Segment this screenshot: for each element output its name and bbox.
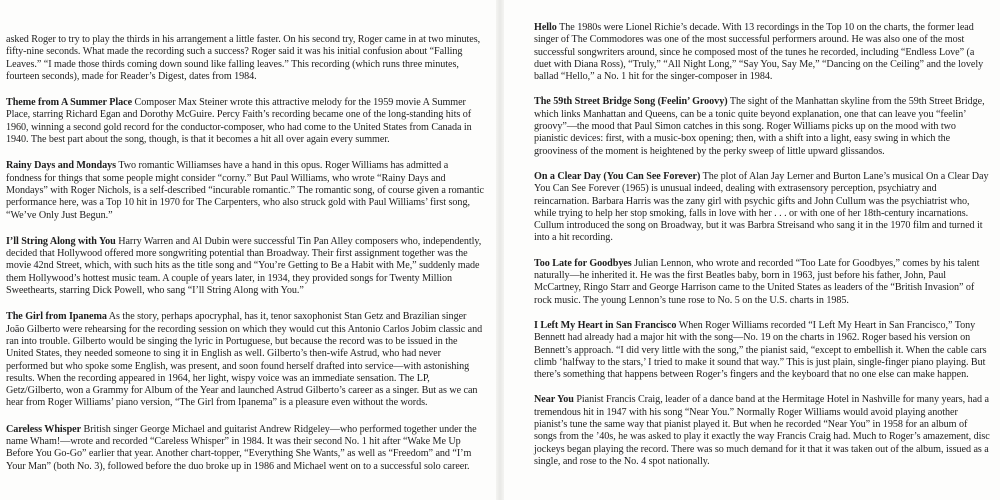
entry-heading: Too Late for Goodbyes [534, 257, 632, 269]
entry-string-along [6, 236, 484, 297]
right-page [504, 0, 1000, 500]
entry-body: Harry Warren and Al Dubin were successful Tin Pan Alley composers who, independently, decided that Hollywood offered more songwriting potential than Broadway. Their first assignment together was the movie 42nd Street, which, with such hits as the title song and “You’re Getting to Be a Habit with Me,” suddenly made them Hollywood’s hottest music team. A couple of years later, in 1934, they provided songs for Twenty Million Sweethearts, starring Dick Powell, who sang “I’ll String Along with You.” [6, 235, 482, 297]
entry-59th-street-bridge [534, 96, 990, 157]
entry-body: Composer Max Steiner wrote this attractive melody for the 1959 movie A Summer Place, starring Richard Egan and Dorothy McGuire. Percy Faith’s recording became one of the long-standing hits of 1960, winning a second gold record for the conductor-composer, who had come to the United States from Canada in 1940. The best part about the song, though, is that it becomes a hit all over again every summer. [6, 97, 472, 146]
entry-hello [534, 22, 990, 83]
entry-body: Two romantic Williamses have a hand in this opus. Roger Williams has admitted a fondness for things that some people might consider “corny.” But Paul Williams, who wrote “Rainy Days and Mondays” with Roger Nichols, is a self-described “incurable romantic.” The romantic song, of course given a romantic performance here, was a Top 10 hit in 1970 for The Carpenters, who also struck gold with Paul Williams’ first song, “We’ve Only Just Begun.” [6, 160, 484, 221]
entry-body: The sight of the Manhattan skyline from the 59th Street Bridge, which links Manhattan and Queens, can be a tonic quite beyond explanation, one that can leave you “feelin’ groovy”—the mood that Paul Simon catches in this song. Roger Williams picks up on the mood with two pianistic devices: first, with a music-box opening; then, with a shift into a light, easy swing in which the grooviness of the moment is heightened by the perky sweep of little upward glissandos. [534, 96, 985, 157]
entry-body: Julian Lennon, who wrote and recorded “Too Late for Goodbyes,” comes by his talent naturally—he inherited it. He was the first Beatles baby, born in 1963, just before his father, John, Paul McCartney, Ringo Starr and George Harrison came to the United States as leaders of the “British Invasion” of rock music. The young Lennon’s tune rose to No. 5 on the U.S. charts in 1985. [534, 257, 980, 306]
entry-falling-leaves-continued [6, 34, 484, 83]
entry-clear-day [534, 171, 990, 245]
entry-rainy-days [6, 160, 484, 221]
entry-ipanema [6, 311, 484, 409]
entry-heading: Careless Whisper [6, 423, 82, 435]
entry-heading: The 59th Street Bridge Song (Feelin’ Groovy) [534, 96, 728, 108]
entry-heading: On a Clear Day (You Can See Forever) [534, 170, 701, 182]
entry-body: British singer George Michael and guitarist Andrew Ridgeley—who performed together under the name Wham!—wrote and recorded “Careless Whisper” in 1984. It was their second No. 1 hit after “Wake Me Up Before You Go-Go” earlier that year. Another chart-topper, “Everything She Wants,” as well as “Freedom” and “I’m Your Man” (both No. 3), followed before the duo broke up in 1986 and Michael went on to a successful solo career. [6, 423, 477, 472]
entry-too-late-for-goodbyes [534, 258, 990, 307]
entry-body: As the story, perhaps apocryphal, has it, tenor saxophonist Stan Getz and Brazilian singer João Gilberto were rehearsing for the recording session on which they would cut this Antonio Carlos Jobim classic and ran into trouble. Gilberto would be singing the lyric in Portuguese, but because the record was to be issued in the United States, they needed someone to sing it in English as well. Gilberto’s then-wife Astrud, who had never performed but who spoke some English, was present, and soon found herself drafted into service—with astonishing results. When the recording appeared in 1964, her light, wispy voice was an immediate sensation. The LP, Getz/Gilberto, won a Grammy for Album of the Year and launched Astrud Gilberto’s career as a singer. But as we can hear from Roger Williams’ piano version, “The Girl from Ipanema” is a pleasure even without the words. [6, 311, 483, 409]
entry-near-you [534, 394, 990, 468]
left-page [0, 0, 496, 500]
entry-body: When Roger Williams recorded “I Left My Heart in San Francisco,” Tony Bennett had already had a major hit with the song—No. 19 on the charts in 1962. Roger based his version on Bennett’s approach. “I did very little with the song,” the pianist said, “except to embellish it. When the cable cars climb ‘halfway to the stars,’ I tried to make it sound that way.” This is just plain, single-finger piano playing. But there’s something that happens between Roger’s fingers and the keyboard that no one else can make happen. [534, 319, 987, 381]
entry-body: asked Roger to try to play the thirds in his arrangement a little faster. On his second try, Roger came in at two minutes, fifty-nine seconds. What made the recording such a success? Roger said it was his initial confusion about “Falling Leaves.” “I made those thirds coming down sound like falling leaves.” This recording (which runs three minutes, fourteen seconds), made for Reader’s Digest, dates from 1984. [6, 34, 481, 82]
entry-heading: The Girl from Ipanema [6, 311, 107, 323]
entry-body: The plot of Alan Jay Lerner and Burton Lane’s musical On a Clear Day You Can See Forever (1965) is unusual indeed, dealing with extrasensory perception, psychiatry and reincarnation. Barbara Harris was the zany girl with psychic gifts and John Cullum was the psychiatrist who, while trying to help her stop smoking, falls in love with her . . . or with one of her 18th-century incarnations. Cullum introduced the song on Broadway, but it was Barbra Streisand who sang it in the 1970 film and turned it into a hit recording. [534, 170, 989, 244]
entry-heading: Theme from A Summer Place [6, 97, 133, 109]
entry-body: The 1980s were Lionel Richie’s decade. With 13 recordings in the Top 10 on the charts, the former lead singer of The Commodores was one of the most successful performers around. He was also one of the most successful songwriters around, since he composed most of the tunes he recorded, including “Endless Love” (a duet with Diana Ross), “Truly,” “All Night Long,” “Say You, Say Me,” “Dancing on the Ceiling” and the lovely ballad “Hello,” a No. 1 hit for the singer-composer in 1984. [534, 22, 984, 83]
entry-heading: Near You [534, 394, 574, 406]
book-gutter [496, 0, 504, 500]
entry-heading: I Left My Heart in San Francisco [534, 319, 677, 331]
entry-heading: I’ll String Along with You [6, 235, 116, 247]
entry-san-francisco [534, 320, 990, 381]
entry-summer-place [6, 97, 484, 146]
entry-body: Pianist Francis Craig, leader of a dance band at the Hermitage Hotel in Nashville for many years, had a tremendous hit in 1947 with his song “Near You.” Normally Roger Williams would avoid playing another pianist’s tune the same way that pianist played it. But when he recorded “Near You” in 1958 for an album of songs from the ’40s, he was asked to play it exactly the way Francis Craig had. Much to Roger’s amazement, disc jockeys began playing the record. There was so much demand for it that it was taken out of the album, issued as a single, and rose to the No. 4 spot nationally. [534, 394, 990, 467]
entry-careless-whisper [6, 424, 484, 473]
entry-heading: Hello [534, 22, 557, 33]
entry-heading: Rainy Days and Mondays [6, 160, 117, 172]
